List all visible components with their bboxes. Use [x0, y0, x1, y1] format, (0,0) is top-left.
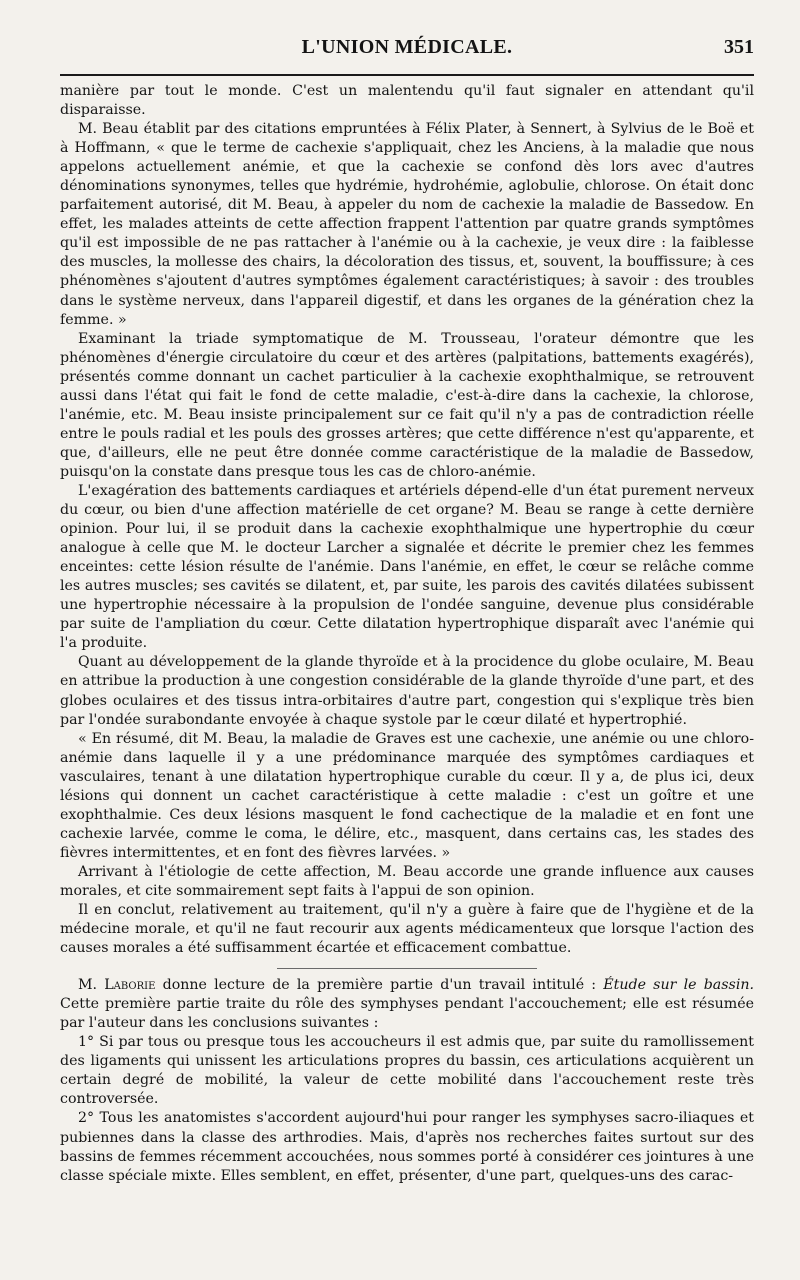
- laborie-pre: M.: [78, 977, 105, 994]
- laborie-post: Cette première partie traite du rôle des symphyses pendant l'accouchement; elle est résumée par l'auteur dans les conclusions suivantes :: [60, 996, 754, 1032]
- work-title: Étude sur le bassin.: [603, 977, 754, 994]
- paragraph-resume: « En résumé, dit M. Beau, la maladie de Graves est une cachexie, une anémie ou une chloro-anémie dans laquelle il y a une prédominance marquée des symptômes cardiaques et vasculaires, tenant à une dilatation hypertrophique curable du cœur. Il y a, de plus ici, deux lésions qui donnent un cachet caractéristique à cette maladie : c'est un goître et une exophthalmie. Ces deux lésions masquent le fond cachectique de la maladie et en font une cachexie larvée, comme le coma, le délire, etc., masquent, dans certains cas, les stades des fièvres intermittentes, et en font des fièvres larvées. »: [60, 730, 754, 861]
- paragraph-continuation: manière par tout le monde. C'est un malentendu qu'il faut signaler en attendant qu'il disparaisse.: [60, 83, 754, 119]
- paragraph-glande-thyroide: Quant au développement de la glande thyroïde et à la procidence du globe oculaire, M. Beau en attribue la production à une congestion considérable de la glande thyroïde d'une part, et des globes oculaires et des tissus intra-orbitaires d'autre part, congestion qui s'explique très bien par l'ondée surabondante envoyée à chaque systole par le cœur dilaté et hypertrophié.: [60, 654, 754, 728]
- author-name: Laborie: [104, 977, 156, 994]
- paragraph-etiologie: Arrivant à l'étiologie de cette affection, M. Beau accorde une grande influence aux causes morales, et cite sommairement sept faits à l'appui de son opinion.: [60, 863, 754, 899]
- section-separator: [277, 968, 537, 969]
- laborie-mid: donne lecture de la première partie d'un travail intitulé :: [155, 977, 604, 994]
- paragraph-battements: L'exagération des battements cardiaques et artériels dépend-elle d'un état purement nerveux du cœur, ou bien d'une affection matérielle de cet organe? M. Beau se range à cette dernière opinion. Pour lui, il se produit dans la cachexie exophthalmique une hypertrophie du cœur analogue à celle que M. le docteur Larcher a signalée et décrite le premier chez les femmes enceintes: cette lésion résulte de l'anémie. Dans l'anémie, en effet, le cœur se relâche comme les autres muscles; ses cavités se dilatent, et, par suite, les parois des cavités dilatées subissent une hypertrophie nécessaire à la propulsion de l'ondée sanguine, devenue plus considérable par suite de l'ampliation du cœur. Cette dilatation hypertrophique disparaît avec l'anémie qui l'a produite.: [60, 482, 754, 652]
- paragraph-triade: Examinant la triade symptomatique de M. Trousseau, l'orateur démontre que les phénomènes d'énergie circulatoire du cœur et des artères (palpitations, battements exagérés), présentés comme donnant un cachet particulier à la cachexie exophthalmique, se retrouvent aussi dans l'état qui fait le fond de cette maladie, c'est-à-dire dans la cachexie, la chlorose, l'anémie, etc. M. Beau insiste principalement sur ce fait qu'il n'y a pas de contradiction réelle entre le pouls radial et les pouls des grosses artères; que cette différence n'est qu'apparente, et que, d'ailleurs, elle ne peut être donnée comme caractéristique de la maladie de Bassedow, puisqu'on la constate dans presque tous les cas de chloro-anémie.: [60, 330, 754, 480]
- conclusion-1: 1° Si par tous ou presque tous les accoucheurs il est admis que, par suite du ramollissement des ligaments qui unissent les articulations propres du bassin, ces articulations acquièrent un certain degré de mobilité, la valeur de cette mobilité dans l'accouchement reste très controversée.: [60, 1034, 754, 1108]
- paragraph-laborie: [60, 976, 754, 1033]
- paragraph-beau-citations: M. Beau établit par des citations empruntées à Félix Plater, à Sennert, à Sylvius de le Boë et à Hoffmann, « que le terme de cachexie s'appliquait, chez les Anciens, à la maladie que nous appelons actuellement anémie, et que la cachexie se confond dès lors avec d'autres dénominations synonymes, telles que hydrémie, hydrohémie, aglobulie, chlorose. On était donc parfaitement autorisé, dit M. Beau, à appeler du nom de cachexie la maladie de Bassedow. En effet, les malades atteints de cette affection frappent l'attention par quatre grands symptômes qu'il est impossible de ne pas rattacher à l'anémie ou à la cachexie, je veux dire : la faiblesse des muscles, la mollesse des chairs, la décoloration des tissus, et, souvent, la bouffissure; à ces phénomènes s'ajoutent d'autres symptômes également caractéristiques; à savoir : des troubles dans le système nerveux, dans l'appareil digestif, et dans les organes de la génération chez la femme. »: [60, 121, 754, 328]
- page-number: 351: [724, 36, 754, 58]
- running-header: [60, 36, 754, 72]
- article-body: [60, 82, 754, 1186]
- paragraph-traitement: Il en conclut, relativement au traitement, qu'il n'y a guère à faire que de l'hygiène et de la médecine morale, et qu'il ne faut recourir aux agents médicamenteux que lorsque l'action des causes morales a été suffisamment écartée et efficacement combattue.: [60, 902, 754, 957]
- conclusion-2: 2° Tous les anatomistes s'accordent aujourd'hui pour ranger les symphyses sacro-iliaques et pubiennes dans la classe des arthrodies. Mais, d'après nos recherches faites surtout sur des bassins de femmes récemment accouchées, nous sommes porté à considérer ces jointures à une classe spéciale mixte. Elles semblent, en effet, présenter, d'une part, quelques-uns des carac-: [60, 1110, 754, 1184]
- journal-title: L'UNION MÉDICALE.: [301, 36, 513, 58]
- header-rule: [60, 74, 754, 76]
